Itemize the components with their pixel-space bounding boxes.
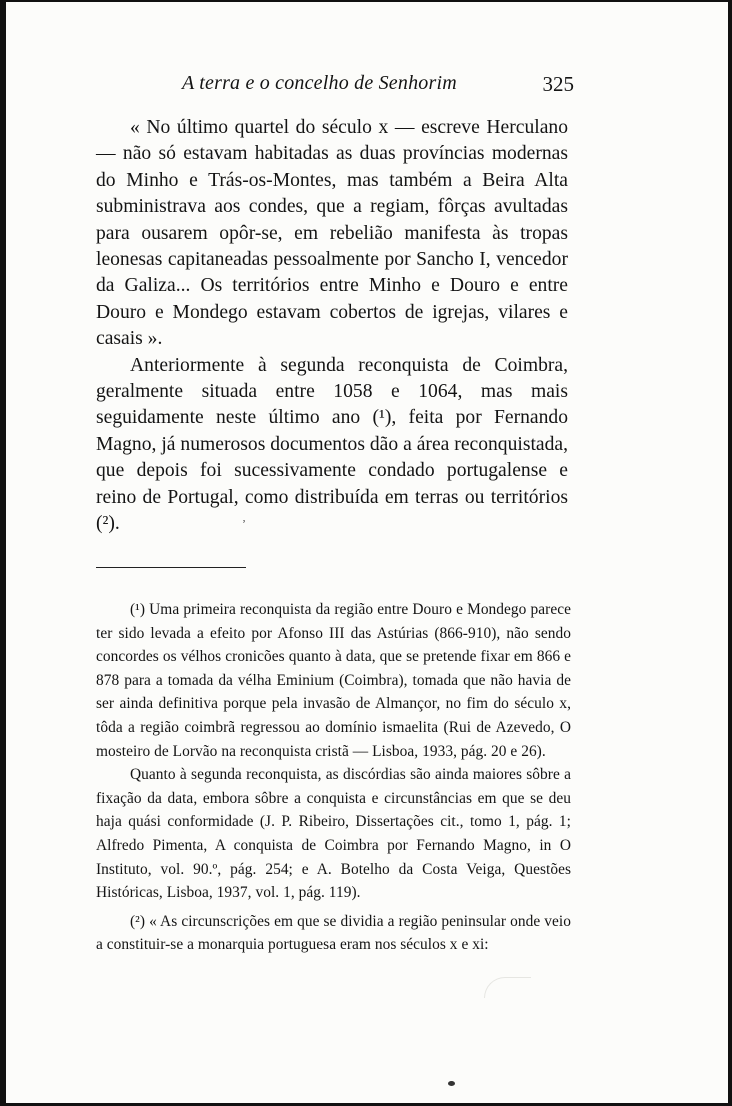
- running-title: A terra e o concelho de Senhorim: [182, 72, 457, 94]
- page-number: 325: [542, 72, 574, 96]
- footnote-2: (²) « As circunscrições em que se dividia a região peninsular onde veio a constituir-se a monarquia portuguesa eram nos séculos x e xi:: [96, 912, 571, 954]
- footnotes: [96, 598, 571, 962]
- paper-smudge: [484, 977, 531, 998]
- ink-speck: [448, 1081, 455, 1086]
- paragraph-herculano-quote: « No último quartel do século x — escreve Herculano — não só estavam habitadas as duas províncias modernas do Minho e Trás-os-Montes, mas também a Beira Alta subministrava aos condes, que a regiam, fôrças avultadas para ousarem opôr-se, em rebelião manifesta às tropas leonesas capitaneadas pessoalmente por Sancho I, vencedor da Galiza... Os territórios entre Minho e Douro e entre Douro e Mondego estavam cobertos de igrejas, vilares e casais ».: [96, 117, 568, 350]
- main-text: [96, 115, 568, 538]
- stray-mark: ʼ: [242, 517, 246, 531]
- footnote-1-continuation: Quanto à segunda reconquista, as discórdias são ainda maiores sôbre a fixação da data, embora sôbre a conquista e circunstâncias em que se deu haja quási conformidade (J. P. Ribeiro, Dissertações cit., tomo 1, pág. 1; Alfredo Pimenta, A conquista de Coimbra por Fernando Magno, in O Instituto, vol. 90.º, pág. 254; e A. Botelho da Costa Veiga, Questões Históricas, Lisboa, 1937, vol. 1, pág. 119).: [96, 766, 571, 902]
- footnote-1: (¹) Uma primeira reconquista da região entre Douro e Mondego parece ter sido levada a efeito por Afonso III das Astúrias (866-910), não sendo concordes os vélhos cronicões quanto à data, que se pretende fixar em 866 e 878 para a tomada da vélha Eminium (Coimbra), tomada que não havia de ser ainda definitiva porque pela invasão de Almançor, no fim do século x, tôda a região coimbrã regressou ao domínio ismaelita (Rui de Azevedo, O mosteiro de Lorvão na reconquista cristã — Lisboa, 1933, pág. 20 e 26).: [96, 601, 571, 760]
- paragraph-reconquista: Anteriormente à segunda reconquista de Coimbra, geralmente situada entre 1058 e 1064, mas mais seguidamente neste último ano (¹), feita por Fernando Magno, já numerosos documentos dão a área reconquistada, que depois foi sucessivamente condado portugalense e reino de Portugal, como distribuída em terras ou territórios (²).: [96, 354, 568, 535]
- footnote-separator-rule: [96, 567, 246, 568]
- running-head: [96, 72, 574, 102]
